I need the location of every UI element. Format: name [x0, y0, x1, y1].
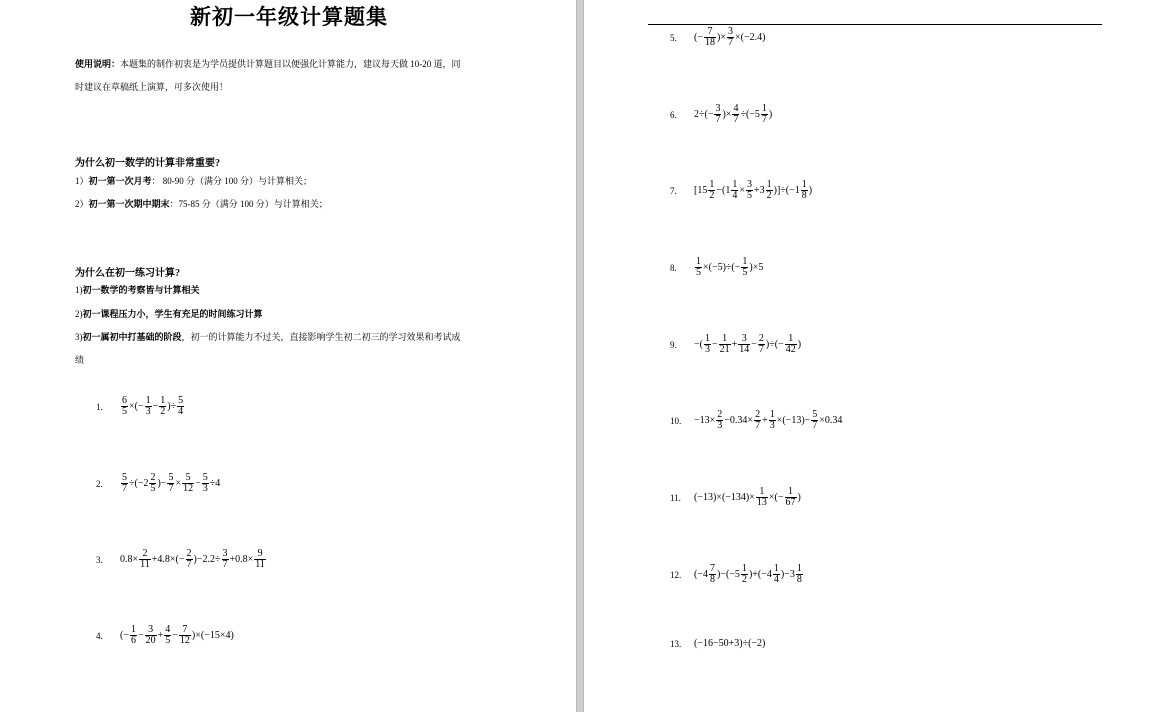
item-bold: 初一属初中打基础的阶段 — [82, 332, 182, 342]
expression-text: ) — [808, 185, 813, 196]
problem-number: 7. — [670, 185, 677, 196]
numerator: 1 — [788, 486, 793, 497]
expression-text: − — [137, 630, 144, 641]
section2-item-2 — [75, 308, 263, 320]
denominator: 5 — [746, 190, 752, 201]
numerator: 4 — [165, 624, 171, 635]
problem-number: 3. — [96, 554, 103, 565]
expression-text: − — [751, 339, 757, 350]
numerator: 1 — [704, 333, 710, 344]
expression-text: × — [175, 478, 182, 489]
expression-text: + — [157, 630, 164, 641]
expression-text: (− — [120, 630, 129, 641]
item-prefix: 2) — [75, 309, 83, 319]
expression-text: ÷4 — [209, 478, 221, 489]
page-gutter — [576, 0, 584, 712]
fraction — [716, 410, 723, 431]
expression-text: ×(−2.4) — [734, 32, 766, 43]
fraction — [731, 180, 738, 201]
denominator: 3 — [202, 483, 208, 494]
denominator: 8 — [801, 190, 807, 201]
expression-text: ×(−5)÷(− — [703, 262, 741, 273]
numerator: 1 — [130, 624, 136, 635]
fraction — [773, 564, 780, 585]
section2-item-3 — [75, 331, 461, 343]
numerator: 1 — [696, 256, 701, 267]
fraction — [785, 334, 797, 355]
numerator: 1 — [741, 563, 747, 574]
item-rest: ：75-85 分（满分 100 分）与计算相关； — [169, 199, 328, 209]
section2-continuation: 绩 — [75, 355, 85, 365]
numerator: 1 — [722, 333, 728, 344]
problem-12 — [670, 564, 804, 585]
fraction — [202, 473, 209, 494]
denominator: 5 — [165, 635, 171, 646]
fraction — [145, 396, 152, 417]
expression-text: + — [731, 339, 738, 350]
numerator: 1 — [145, 395, 151, 406]
fraction — [186, 549, 193, 570]
problem-11 — [670, 487, 801, 508]
denominator: 7 — [715, 114, 721, 125]
fraction — [254, 549, 266, 570]
section2-item-1 — [75, 284, 200, 296]
problem-7 — [670, 180, 812, 201]
fraction — [811, 410, 818, 431]
denominator: 11 — [255, 559, 265, 570]
problem-expression — [694, 334, 801, 355]
fraction — [754, 410, 761, 431]
numerator: 1 — [801, 179, 807, 190]
expression-text: −( — [694, 339, 703, 350]
item-prefix: 2） — [75, 199, 89, 209]
section1-item-1 — [75, 175, 312, 187]
problem-expression — [120, 473, 220, 494]
problem-5 — [670, 27, 765, 48]
expression-text: 2÷(− — [694, 109, 714, 120]
denominator: 7 — [222, 559, 228, 570]
expression-text: )×5 — [749, 262, 764, 273]
denominator: 11 — [140, 559, 150, 570]
denominator: 4 — [732, 190, 738, 201]
numerator: 1 — [160, 395, 166, 406]
numerator: 1 — [759, 486, 765, 497]
denominator: 18 — [704, 37, 715, 48]
item-prefix: 1） — [75, 176, 89, 186]
expression-text: ) — [797, 492, 801, 503]
fraction — [159, 396, 166, 417]
item-bold: 初一数学的考察皆与计算相关 — [82, 285, 200, 295]
section1-heading: 为什么初一数学的计算非常重要? — [75, 158, 220, 169]
numerator: 2 — [150, 472, 156, 483]
numerator: 1 — [709, 179, 715, 190]
denominator: 7 — [168, 483, 174, 494]
denominator: 5 — [742, 267, 748, 278]
denominator: 2 — [709, 190, 715, 201]
document-page-left — [0, 0, 576, 712]
problem-expression — [120, 396, 185, 417]
numerator: 7 — [709, 563, 715, 574]
expression-text: ) — [768, 109, 773, 120]
numerator: 2 — [758, 333, 764, 344]
problem-expression — [694, 638, 765, 649]
expression-text: ) — [797, 339, 802, 350]
problem-number: 13. — [670, 638, 682, 649]
problem-number: 8. — [670, 262, 677, 273]
expression-text: ×0.34 — [819, 415, 843, 426]
item-bold: 初一课程压力小，学生有充足的时间练习计算 — [82, 309, 263, 319]
problem-expression — [694, 180, 812, 201]
denominator: 7 — [812, 420, 818, 431]
expression-text: )÷(− — [765, 339, 784, 350]
numerator: 2 — [186, 548, 192, 559]
expression-text: − — [172, 630, 178, 641]
numerator: 7 — [707, 26, 713, 37]
denominator: 20 — [145, 635, 156, 646]
expression-text: [15 — [694, 185, 708, 196]
problem-number: 10. — [670, 415, 682, 426]
instructions-label: 使用说明： — [75, 59, 121, 69]
header-rule — [648, 24, 1102, 25]
denominator: 2 — [160, 406, 166, 417]
problem-6 — [670, 104, 772, 125]
denominator: 67 — [785, 497, 796, 508]
denominator: 3 — [145, 406, 151, 417]
problem-number: 6. — [670, 109, 677, 120]
fraction — [179, 625, 191, 646]
numerator: 5 — [812, 409, 818, 420]
expression-text: +4.8×(− — [151, 554, 185, 565]
problem-expression — [120, 625, 234, 646]
denominator: 4 — [773, 574, 779, 585]
item-prefix: 1) — [75, 285, 83, 295]
expression-text: −0.34× — [724, 415, 754, 426]
fraction — [222, 549, 229, 570]
denominator: 7 — [186, 559, 192, 570]
denominator: 21 — [719, 344, 730, 355]
fraction — [167, 473, 174, 494]
page-title: 新初一年级计算题集 — [190, 4, 388, 29]
problem-4 — [96, 625, 234, 646]
expression-text: (− — [694, 32, 703, 43]
expression-text: )× — [722, 109, 732, 120]
problem-2 — [96, 473, 220, 494]
expression-text: +3 — [753, 185, 765, 196]
numerator: 3 — [715, 103, 721, 114]
expression-text: −13× — [694, 415, 716, 426]
item-rest: ： 80-90 分（满分 100 分）与计算相关； — [151, 176, 313, 186]
fraction — [741, 564, 748, 585]
fraction — [145, 625, 157, 646]
numerator: 3 — [727, 26, 733, 37]
expression-text: − — [711, 339, 718, 350]
section1-item-2 — [75, 198, 328, 210]
numerator: 1 — [788, 333, 794, 344]
fraction — [121, 396, 128, 417]
expression-text: +0.8× — [229, 554, 254, 565]
fraction — [164, 625, 171, 646]
denominator: 13 — [756, 497, 767, 508]
expression-text: × — [739, 185, 745, 196]
document-page-right — [584, 0, 1157, 712]
denominator: 2 — [741, 574, 747, 585]
problem-number: 12. — [670, 569, 682, 580]
fraction — [738, 334, 750, 355]
numerator: 2 — [755, 409, 761, 420]
fraction — [766, 180, 773, 201]
expression-text: 0.8× — [120, 554, 139, 565]
expression-text: ×(− — [768, 492, 784, 503]
denominator: 3 — [704, 344, 710, 355]
problem-expression — [694, 487, 801, 508]
numerator: 2 — [717, 409, 723, 420]
numerator: 3 — [222, 548, 228, 559]
numerator: 1 — [742, 256, 748, 267]
expression-text: )−3 — [780, 569, 795, 580]
expression-text: + — [762, 415, 768, 426]
expression-text: − — [152, 401, 159, 412]
expression-text: )− — [157, 478, 167, 489]
fraction — [149, 473, 156, 494]
fraction — [177, 396, 184, 417]
numerator: 1 — [761, 103, 767, 114]
expression-text: (−13)×(−134)× — [694, 492, 755, 503]
problem-number: 5. — [670, 32, 677, 43]
fraction — [719, 334, 731, 355]
numerator: 5 — [168, 472, 174, 483]
section2-heading: 为什么在初一练习计算? — [75, 268, 180, 279]
numerator: 2 — [142, 548, 148, 559]
numerator: 5 — [122, 472, 127, 483]
fraction — [796, 564, 803, 585]
problem-expression — [694, 104, 772, 125]
denominator: 5 — [150, 483, 156, 494]
denominator: 8 — [796, 574, 802, 585]
expression-text: )× — [716, 32, 726, 43]
fraction — [732, 104, 739, 125]
denominator: 3 — [717, 420, 723, 431]
denominator: 5 — [122, 406, 127, 417]
fraction — [758, 334, 765, 355]
item-rest: ，初一的计算能力不过关，直接影响学生初二初三的学习效果和考试成 — [181, 332, 461, 342]
numerator: 1 — [773, 563, 779, 574]
expression-text: )−(−5 — [716, 569, 740, 580]
fraction — [756, 487, 768, 508]
problem-9 — [670, 334, 801, 355]
expression-text: )÷ — [167, 401, 177, 412]
fraction — [769, 410, 776, 431]
item-bold: 初一第一次月考 — [88, 176, 152, 186]
expression-text: )×(−15×4) — [191, 630, 234, 641]
problem-number: 2. — [96, 478, 103, 489]
fraction — [714, 104, 721, 125]
denominator: 7 — [761, 114, 767, 125]
numerator: 5 — [202, 472, 208, 483]
instructions-line-2: 时建议在草稿纸上演算，可多次使用！ — [75, 82, 229, 92]
numerator: 3 — [148, 624, 154, 635]
fraction — [785, 487, 797, 508]
problem-13 — [670, 638, 765, 649]
fraction — [121, 473, 128, 494]
instructions-line-1 — [75, 58, 461, 70]
expression-text: − — [195, 478, 201, 489]
expression-text: )+(−4 — [748, 569, 772, 580]
fraction — [704, 27, 716, 48]
denominator: 4 — [178, 406, 184, 417]
problem-10 — [670, 410, 842, 431]
problem-3 — [96, 549, 267, 570]
expression-text: )]÷(−1 — [773, 185, 800, 196]
fraction — [746, 180, 753, 201]
denominator: 7 — [733, 114, 739, 125]
fraction — [727, 27, 734, 48]
problem-number: 9. — [670, 339, 677, 350]
numerator: 7 — [182, 624, 188, 635]
problem-expression — [694, 27, 765, 48]
fraction — [704, 334, 711, 355]
denominator: 7 — [758, 344, 764, 355]
denominator: 14 — [739, 344, 750, 355]
numerator: 9 — [257, 548, 263, 559]
numerator: 1 — [769, 409, 775, 420]
problem-1 — [96, 396, 185, 417]
denominator: 3 — [769, 420, 775, 431]
expression-text: ×(−13)− — [776, 415, 811, 426]
denominator: 2 — [766, 190, 772, 201]
numerator: 5 — [178, 395, 184, 406]
expression-text: ×(− — [129, 401, 144, 412]
problem-8 — [670, 257, 763, 278]
denominator: 7 — [122, 483, 127, 494]
denominator: 12 — [183, 483, 194, 494]
denominator: 8 — [709, 574, 715, 585]
problem-number: 11. — [670, 492, 681, 503]
numerator: 5 — [185, 472, 191, 483]
numerator: 6 — [122, 395, 127, 406]
denominator: 5 — [696, 267, 701, 278]
item-prefix: 3) — [75, 332, 83, 342]
fraction — [741, 257, 748, 278]
problem-number: 1. — [96, 401, 103, 412]
numerator: 3 — [746, 179, 752, 190]
denominator: 7 — [727, 37, 733, 48]
problem-expression — [694, 410, 842, 431]
denominator: 6 — [130, 635, 136, 646]
fraction — [130, 625, 137, 646]
fraction — [801, 180, 808, 201]
fraction — [182, 473, 194, 494]
expression-text: (−4 — [694, 569, 708, 580]
numerator: 3 — [741, 333, 747, 344]
fraction — [709, 564, 716, 585]
expression-text: ÷(−2 — [129, 478, 149, 489]
fraction — [139, 549, 151, 570]
problem-expression — [694, 564, 804, 585]
expression-text: )−2.2÷ — [193, 554, 221, 565]
expression-text: −(1 — [716, 185, 731, 196]
expression-text: (−16−50+3)÷(−2) — [694, 638, 766, 649]
fraction — [761, 104, 768, 125]
numerator: 1 — [766, 179, 772, 190]
fraction — [708, 180, 715, 201]
numerator: 1 — [732, 179, 738, 190]
problem-expression — [694, 257, 763, 278]
problem-number: 4. — [96, 630, 103, 641]
numerator: 4 — [733, 103, 739, 114]
numerator: 1 — [796, 563, 802, 574]
denominator: 7 — [755, 420, 761, 431]
instructions-text-1: 本题集的制作初衷是为学员提供计算题目以便强化计算能力，建议每天做 10-20 道，同 — [120, 59, 461, 69]
denominator: 12 — [179, 635, 190, 646]
fraction — [695, 257, 702, 278]
problem-expression — [120, 549, 267, 570]
expression-text: ÷(−5 — [740, 109, 760, 120]
denominator: 42 — [785, 344, 796, 355]
item-bold: 初一第一次期中期末 — [88, 199, 170, 209]
